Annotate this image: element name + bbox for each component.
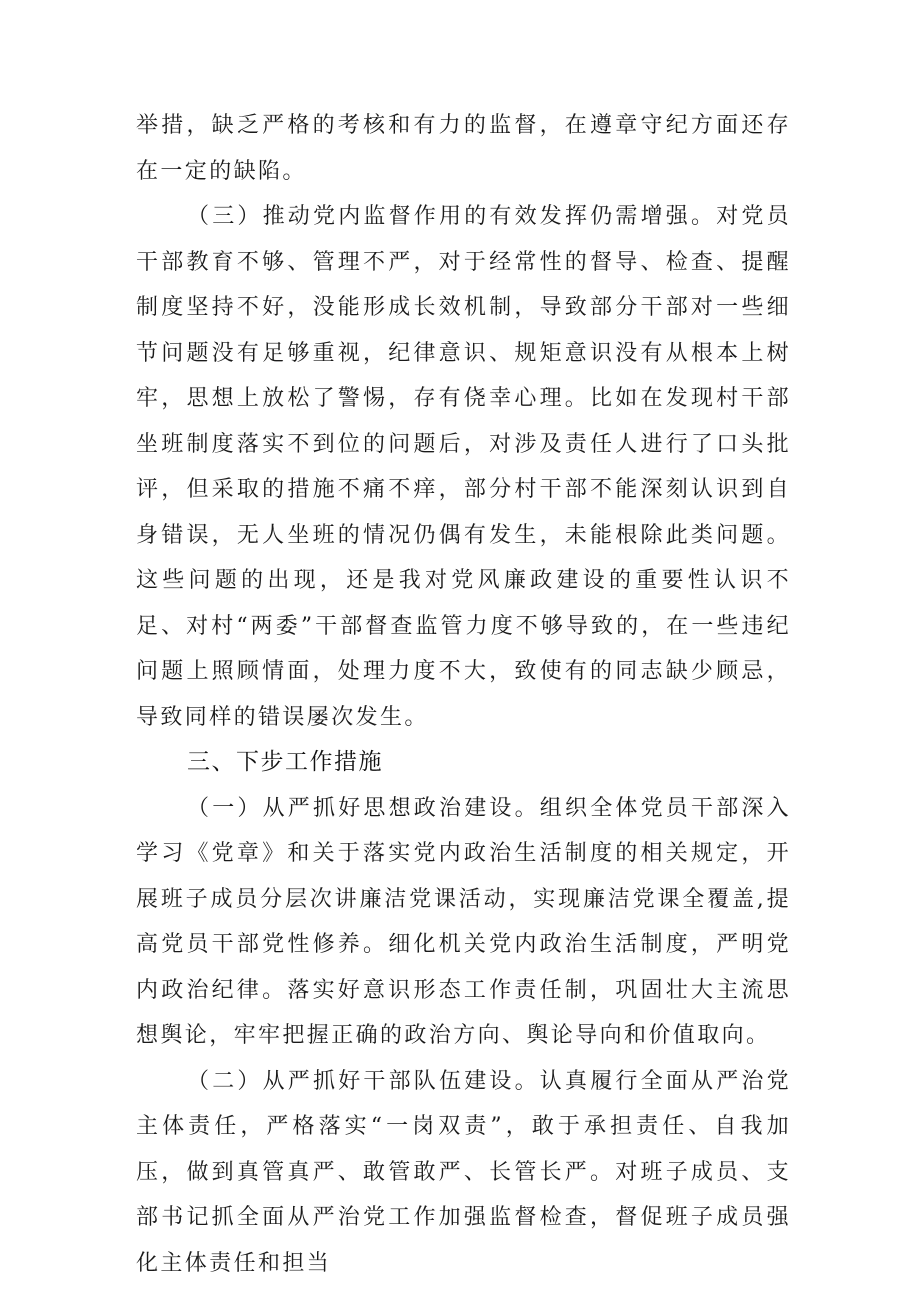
paragraph-ideological-building: （一）从严抓好思想政治建设。组织全体党员干部深入学习《党章》和关于落实党内政治生活制度的相关规定，开展班子成员分层次讲廉洁党课活动，实现廉洁党课全覆盖,提高党员干部党性修养。细化机关党内政治生活制度，严明党内政治纪律。落实好意识形态工作责任制，巩固壮大主流思想舆论，牢牢把握正确的政治方向、舆论导向和价值取向。 [136,795,791,1048]
paragraph-cadre-building: （二）从严抓好干部队伍建设。认真履行全面从严治党主体责任，严格落实“一岗双责”，敢于承担责任、自我加压，做到真管真严、敢管敢严、长管长严。对班子成员、支部书记抓全面从严治党工作加强监督检查，督促班子成员强化主体责任和担当 [136,1068,791,1276]
paragraph-continuation: 举措，缺乏严格的考核和有力的监督，在遵章守纪方面还存在一定的缺陷。 [136,113,791,184]
document-body [136,103,791,1286]
paragraph-supervision: （三）推动党内监督作用的有效发挥仍需增强。对党员干部教育不够、管理不严，对于经常性的督导、检查、提醒制度坚持不好，没能形成长效机制，导致部分干部对一些细节问题没有足够重视，纪律意识、规矩意识没有从根本上树牢，思想上放松了警惕，存有侥幸心理。比如在发现村干部坐班制度落实不到位的问题后，对涉及责任人进行了口头批评，但采取的措施不痛不痒，部分村干部不能深刻认识到自身错误，无人坐班的情况仍偶有发生，未能根除此类问题。这些问题的出现，还是我对党风廉政建设的重要性认识不足、对村“两委”干部督查监管力度不够导致的，在一些违纪问题上照顾情面，处理力度不大，致使有的同志缺少顾忌，导致同样的错误屡次发生。 [136,204,791,730]
section-heading-next-steps: 三、下步工作措施 [187,749,383,775]
